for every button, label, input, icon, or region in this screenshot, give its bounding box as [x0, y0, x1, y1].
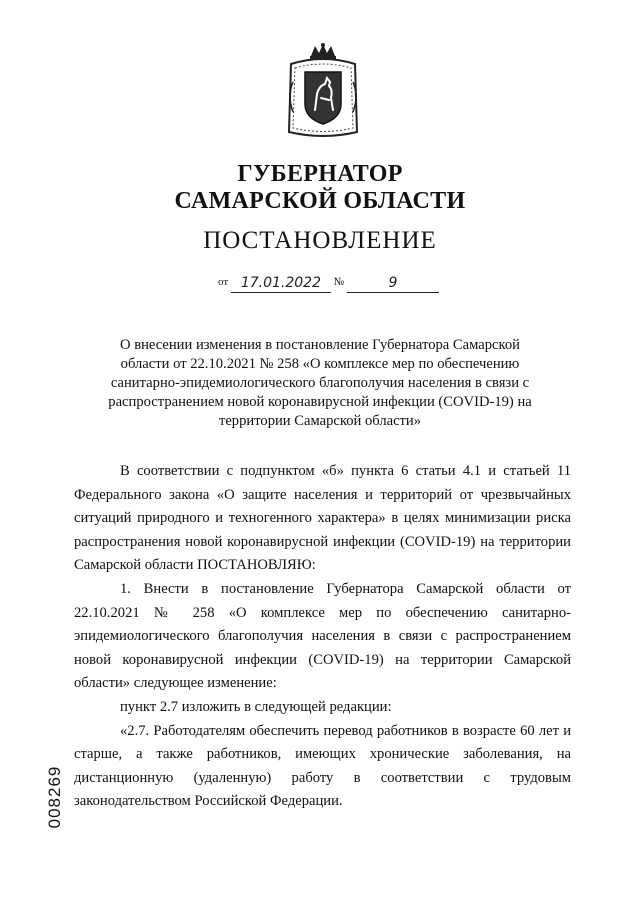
governor-title-line1: ГУБЕРНАТОР — [237, 161, 403, 187]
body-paragraph-item-1: 1. Внести в постановление Губернатора Самарской области от 22.10.2021 № 258 «О комплексе мер по обеспечению санитарно-эпидемиологического благополучия населения в связи с распространением новой коронавирусной инфекции (COVID-19) на территории Самарской области» следующее изменение: — [74, 580, 571, 692]
serial-number: 008269 — [45, 765, 64, 829]
coat-of-arms-emblem — [283, 42, 363, 142]
body-paragraph-new-text: «2.7. Работодателям обеспечить перевод работников в возрасте 60 лет и старше, а также работников, имеющих хронические заболевания, на дистанционную (удаленную) работу в соответствии с трудовым законодательством Российской Федерации. — [74, 722, 571, 810]
document-body — [74, 460, 571, 814]
date-label: от — [218, 276, 229, 288]
date-value: 17.01.2022 — [231, 274, 331, 293]
document-subject: О внесении изменения в постановление Губернатора Самарской области от 22.10.2021 № 258 «О комплексе мер по обеспечению санитарно-эпидемиологического благополучия населения в связи с распространением новой коронавирусной инфекции (COVID-19) на территории Самарской области» — [108, 337, 532, 429]
date-number-line — [218, 271, 439, 293]
side-serial-stamp — [43, 742, 63, 852]
document-type: ПОСТАНОВЛЕНИЕ — [203, 227, 437, 254]
number-value: 9 — [347, 274, 439, 293]
governor-title-line2: САМАРСКОЙ ОБЛАСТИ — [174, 188, 466, 214]
number-label: № — [333, 276, 345, 288]
body-paragraph-instruction: пункт 2.7 изложить в следующей редакции: — [120, 698, 392, 715]
body-paragraph-preamble: В соответствии с подпунктом «б» пункта 6 статьи 4.1 и статьей 11 Федерального закона «О защите населения и территорий от чрезвычайных ситуаций природного и техногенного характера» в целях минимизации риска распространения новой коронавирусной инфекции (COVID-19) на территории Самарской области ПОСТАНОВЛЯЮ: — [74, 463, 571, 574]
